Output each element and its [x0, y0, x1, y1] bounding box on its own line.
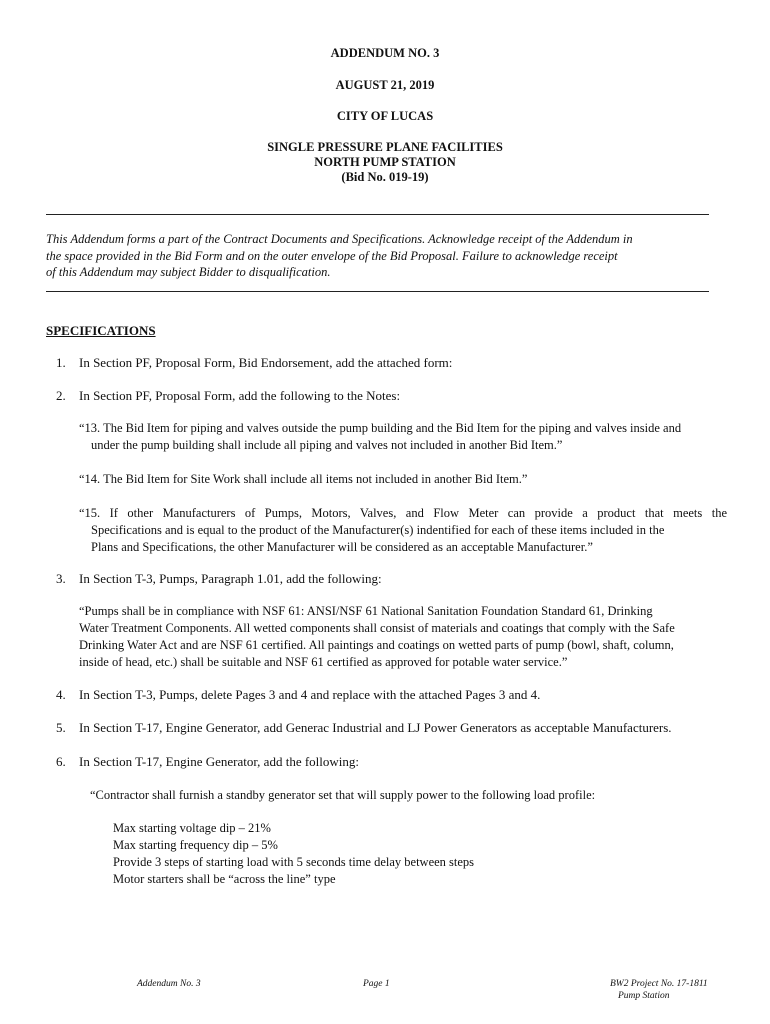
load-profile-item: Max starting voltage dip – 21% — [113, 821, 271, 835]
item-text: In Section T-17, Engine Generator, add Generac Industrial and LJ Power Generators as acceptable Manufacturers. — [79, 720, 672, 735]
notice-line: of this Addendum may subject Bidder to disqualification. — [46, 265, 331, 279]
bid-number: (Bid No. 019-19) — [341, 170, 429, 184]
acknowledgement-notice — [46, 231, 711, 281]
item-text: In Section PF, Proposal Form, add the following to the Notes: — [79, 388, 401, 403]
item-number: 4. — [56, 687, 66, 702]
item-number: 6. — [56, 754, 66, 769]
notice-line: This Addendum forms a part of the Contract Documents and Specifications. Acknowledge receipt of the Addendum in — [46, 232, 633, 246]
pumps-line: “Pumps shall be in compliance with NSF 61: ANSI/NSF 61 National Sanitation Foundation Standard 61, Drinking — [79, 604, 653, 618]
footer-addendum: Addendum No. 3 — [137, 979, 201, 989]
pumps-compliance-text — [79, 603, 727, 671]
pumps-line: inside of head, etc.) shall be suitable and NSF 61 certified as approved for potable water service.” — [79, 655, 568, 669]
spec-item-5 — [56, 719, 672, 736]
footer-project-name: Pump Station — [618, 991, 670, 1001]
item-text: In Section T-3, Pumps, delete Pages 3 and 4 and replace with the attached Pages 3 and 4. — [79, 687, 541, 702]
item-text: In Section T-3, Pumps, Paragraph 1.01, add the following: — [79, 571, 382, 586]
footer-page-number: Page 1 — [363, 979, 390, 989]
footer-project-number: BW2 Project No. 17-1811 — [610, 979, 708, 989]
notice-line: the space provided in the Bid Form and on the outer envelope of the Bid Proposal. Failure to acknowledge receipt — [46, 248, 618, 263]
load-profile-list — [113, 820, 474, 888]
bottom-divider — [46, 291, 709, 292]
note-line: Specifications and is equal to the product of the Manufacturer(s) indentified for each of these items included in the — [91, 523, 665, 537]
generator-requirement — [90, 787, 595, 804]
spec-item-4 — [56, 686, 540, 703]
note-line: under the pump building shall include all piping and valves not included in another Bid Item.” — [91, 438, 563, 452]
project-title-line1: SINGLE PRESSURE PLANE FACILITIES — [267, 140, 503, 154]
item-text: In Section PF, Proposal Form, Bid Endorsement, add the attached form: — [79, 355, 453, 370]
load-profile-item: Max starting frequency dip – 5% — [113, 838, 278, 852]
note-line: “14. The Bid Item for Site Work shall include all items not included in another Bid Item.” — [79, 472, 528, 486]
item-number: 3. — [56, 571, 66, 586]
spec-item-6 — [56, 753, 359, 770]
city-name: CITY OF LUCAS — [336, 109, 434, 123]
note-line: “15. If other Manufacturers of Pumps, Motors, Valves, and Flow Meter can provide a product that meets the — [79, 506, 727, 520]
note-15 — [79, 505, 727, 556]
addendum-number: ADDENDUM NO. 3 — [330, 46, 440, 60]
top-divider — [46, 214, 709, 215]
project-title-line2: NORTH PUMP STATION — [314, 155, 456, 169]
note-line: “13. The Bid Item for piping and valves outside the pump building and the Bid Item for the piping and valves inside and — [79, 421, 682, 435]
pumps-line: Water Treatment Components. All wetted components shall consist of materials and coatings that comply with the Safe — [79, 621, 675, 635]
note-13 — [79, 420, 727, 454]
spec-item-3 — [56, 570, 382, 587]
note-line: Plans and Specifications, the other Manufacturer will be considered as an acceptable Manufacturer.” — [91, 540, 593, 554]
item-number: 2. — [56, 388, 66, 403]
item-number: 5. — [56, 720, 66, 735]
item-number: 1. — [56, 355, 66, 370]
spec-item-2 — [56, 387, 400, 404]
load-profile-item: Motor starters shall be “across the line” type — [113, 872, 336, 886]
addendum-date: AUGUST 21, 2019 — [335, 78, 435, 92]
generator-line: “Contractor shall furnish a standby generator set that will supply power to the following load profile: — [90, 788, 596, 802]
spec-item-1 — [56, 354, 452, 371]
footer-project — [610, 978, 708, 1002]
pumps-line: Drinking Water Act and are NSF 61 certified. All paintings and coatings on wetted parts of pump (bowl, shaft, column, — [79, 638, 674, 652]
specifications-heading: SPECIFICATIONS — [46, 323, 156, 338]
note-14 — [79, 471, 727, 488]
load-profile-item: Provide 3 steps of starting load with 5 seconds time delay between steps — [113, 855, 475, 869]
item-text: In Section T-17, Engine Generator, add the following: — [79, 754, 360, 769]
